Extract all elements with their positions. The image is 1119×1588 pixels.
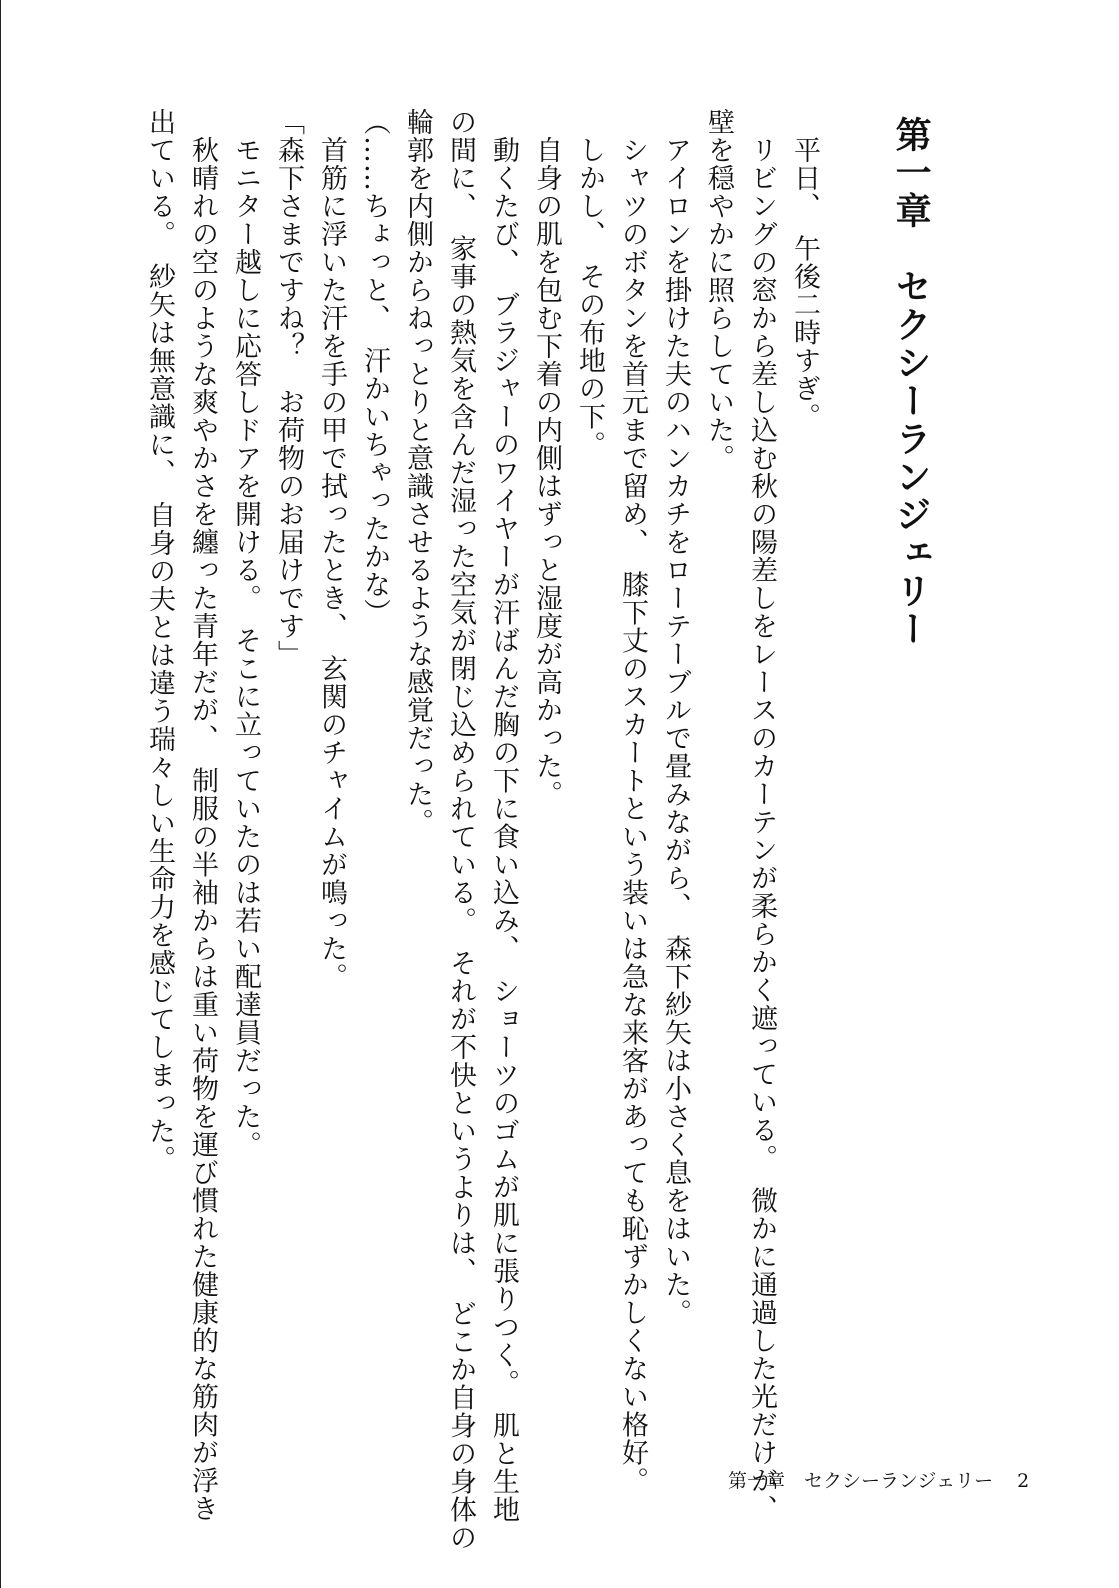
text-line: しかし、 その布地の下。 — [574, 136, 605, 459]
text-line: 秋晴れの空のような爽やかさを纏った青年だが、 制服の半袖からは重い荷物を運び慣れた健康的な筋肉が浮き — [187, 136, 218, 1523]
text-line: 「森下さまですね？ お荷物のお届けです」 — [273, 108, 304, 668]
text-line: アイロンを掛けた夫のハンカチをローテーブルで畳みながら、 森下紗矢は小さく息をはいた。 — [660, 136, 691, 1327]
page-border — [0, 0, 1, 1588]
running-head: 第一章 セクシーランジェリー — [728, 1470, 994, 1492]
text-line: 動くたび、 ブラジャーのワイヤーが汗ばんだ胸の下に食い込み、 ショーツのゴムが肌に張りつく。 肌と生地 — [488, 136, 519, 1524]
text-line: シャツのボタンを首元まで留め、 膝下丈のスカートという装いは急な来客があっても恥ずかしくない格好。 — [617, 136, 648, 1495]
text-line: 輪郭を内側からねっとりと意識させるような感覚だった。 — [402, 108, 433, 836]
text-line: 平日、 午後二時すぎ。 — [789, 136, 820, 431]
text-line: 出ている。 紗矢は無意識に、 自身の夫とは違う瑞々しい生命力を感じてしまった。 — [144, 108, 175, 1173]
page-footer — [728, 1466, 1029, 1493]
chapter-title: 第一章 セクシーランジェリー — [890, 116, 932, 648]
text-line: 首筋に浮いた汗を手の甲で拭ったとき、 玄関のチャイムが鳴った。 — [316, 136, 347, 991]
text-line: 自身の肌を包む下着の内側はずっと湿度が高かった。 — [531, 136, 562, 808]
text-line: リビングの窓から差し込む秋の陽差しをレースのカーテンが柔らかく遮っている。 微かに通過した光だけが、 — [746, 136, 777, 1523]
text-line: （……ちょっと、 汗かいちゃったかな） — [359, 108, 390, 627]
body-text — [138, 108, 826, 1552]
text-line: 壁を穏やかに照らしていた。 — [703, 108, 734, 472]
text-line: モニター越しに応答しドアを開ける。 そこに立っていたのは若い配達員だった。 — [230, 136, 261, 1159]
text-line: の間に、 家事の熱気を含んだ湿った空気が閉じ込められている。 それが不快というよりは、 どこか自身の身体の — [445, 108, 476, 1552]
page-number: 2 — [1017, 1470, 1030, 1492]
